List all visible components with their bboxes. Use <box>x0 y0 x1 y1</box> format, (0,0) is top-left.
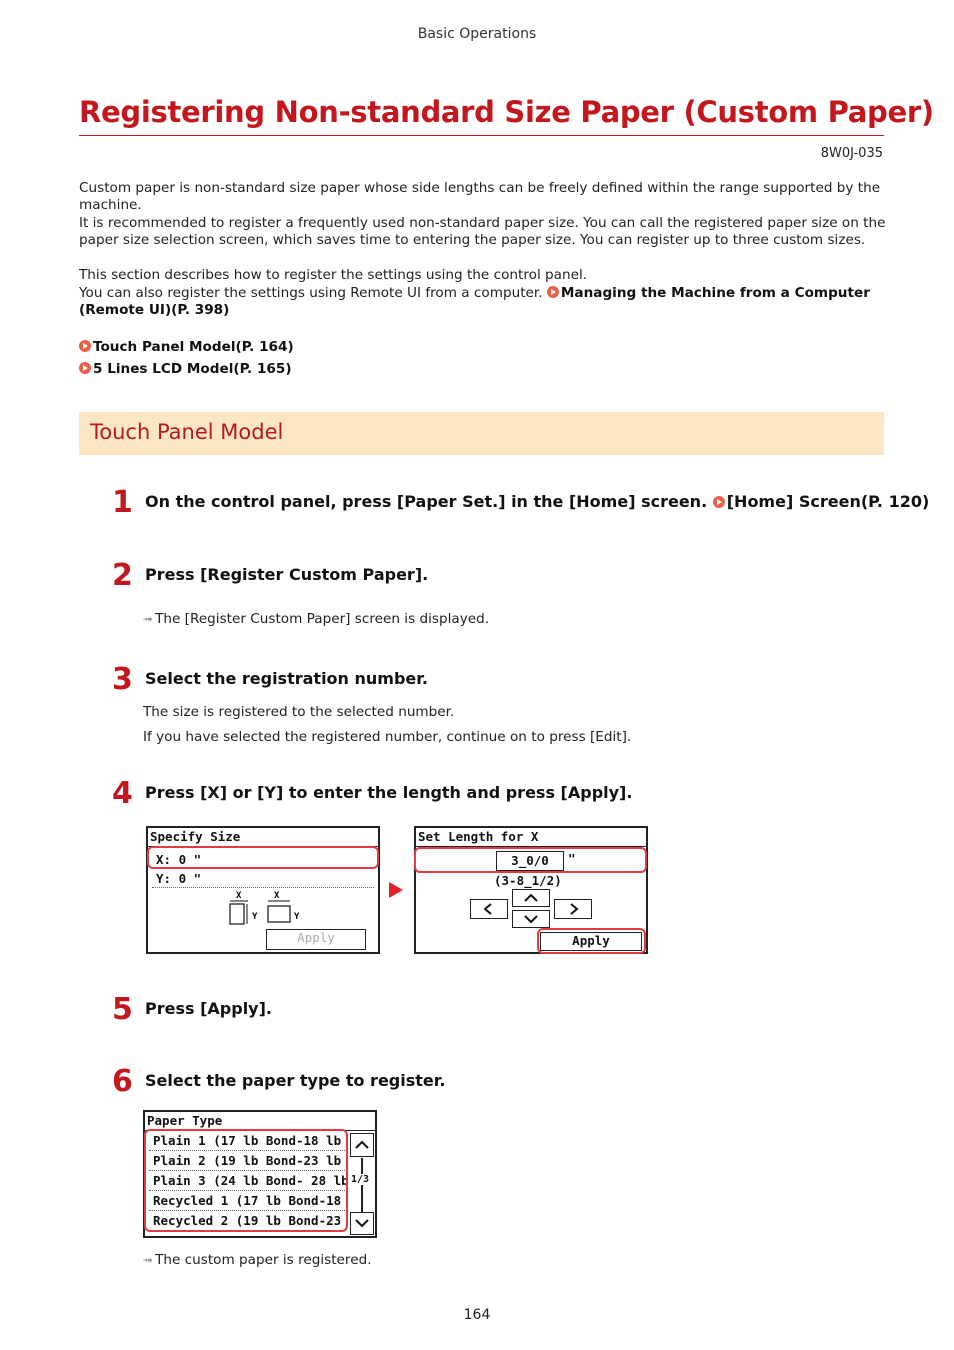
result-arrow-icon: ➟ <box>143 1253 154 1267</box>
link-5-lines-label: 5 Lines LCD Model(P. 165) <box>93 361 292 377</box>
paper-type-item[interactable]: Recycled 1 (17 lb Bond-18 <box>153 1193 342 1208</box>
document-code: 8W0J-035 <box>820 146 883 161</box>
step-1-text <box>145 492 929 511</box>
y-size-row[interactable]: Y: 0 " <box>156 871 202 886</box>
intro-paragraph-4-text: You can also register the settings using Remote UI from a computer. <box>79 285 543 301</box>
down-arrow-button[interactable] <box>512 910 550 928</box>
x-dim-label: X <box>236 891 242 901</box>
set-length-title: Set Length for X <box>418 829 539 844</box>
paper-orientation-icon <box>226 889 306 927</box>
step-6-result-text: The custom paper is registered. <box>155 1252 372 1268</box>
svg-text:Y: Y <box>294 912 300 922</box>
left-arrow-button[interactable] <box>470 899 508 919</box>
up-arrow-button[interactable] <box>512 889 550 907</box>
link-arrow-icon <box>79 340 91 352</box>
paper-type-item[interactable]: Recycled 2 (19 lb Bond-23 <box>153 1213 342 1228</box>
scrollbar-track[interactable] <box>361 1158 363 1212</box>
step-2-result <box>143 611 489 627</box>
next-arrow-icon <box>389 882 403 898</box>
step-number-5: 5 <box>112 992 133 1027</box>
apply-highlight <box>537 928 646 954</box>
running-header: Basic Operations <box>417 26 537 42</box>
remote-ui-link-label: Managing the Machine from a Computer (Remote UI)(P. 398) <box>79 285 870 318</box>
x-size-row[interactable]: X: 0 " <box>156 852 202 867</box>
step-2-result-text: The [Register Custom Paper] screen is displayed. <box>155 611 490 627</box>
step-number-1: 1 <box>112 485 133 520</box>
section-title: Touch Panel Model <box>90 420 284 444</box>
intro-paragraph-1: Custom paper is non-standard size paper whose side lengths can be freely defined within the range supported by the machine. <box>79 180 881 213</box>
paper-list-highlight <box>144 1129 348 1232</box>
link-touch-panel-model[interactable] <box>79 339 294 355</box>
section-header <box>79 412 884 455</box>
intro-paragraph-4 <box>79 285 887 319</box>
specify-size-title: Specify Size <box>150 829 241 844</box>
chevron-down-icon <box>513 911 549 927</box>
step-number-4: 4 <box>112 776 133 811</box>
title-rule <box>79 135 884 136</box>
result-arrow-icon: ➟ <box>143 612 154 626</box>
home-screen-link[interactable] <box>713 492 930 511</box>
page-indicator: 1/3 <box>351 1174 370 1185</box>
apply-button[interactable]: Apply <box>540 932 642 951</box>
intro-paragraph-3: This section describes how to register the settings using the control panel. <box>79 267 588 283</box>
paper-type-item[interactable]: Plain 3 (24 lb Bond- 28 lb <box>153 1173 349 1188</box>
step-2-text: Press [Register Custom Paper]. <box>145 565 429 584</box>
x-row-highlight <box>147 846 379 869</box>
chevron-right-icon <box>555 900 591 918</box>
step-5-text: Press [Apply]. <box>145 999 272 1018</box>
page-number: 164 <box>463 1307 491 1323</box>
link-arrow-icon <box>79 362 91 374</box>
step-number-6: 6 <box>112 1064 133 1099</box>
svg-text:X: X <box>274 891 280 901</box>
page-title: Registering Non-standard Size Paper (Custom Paper) <box>79 95 934 129</box>
link-arrow-icon <box>713 496 725 508</box>
paper-type-item[interactable]: Plain 1 (17 lb Bond-18 lb <box>153 1133 342 1148</box>
step-6-result <box>143 1252 372 1268</box>
length-value-field[interactable]: 3_0/0 <box>496 851 564 871</box>
row-divider <box>152 887 374 888</box>
step-6-text: Select the paper type to register. <box>145 1071 446 1090</box>
unit-label: " <box>568 851 576 866</box>
intro-paragraph-2: It is recommended to register a frequently used non-standard paper size. You can call the registered paper size on the paper size selection screen, which saves time to entering the paper size. You can register up to three custom sizes. <box>79 215 886 248</box>
step-3-body-1: The size is registered to the selected number. <box>143 704 455 720</box>
step-1-instruction: On the control panel, press [Paper Set.] in the [Home] screen. <box>145 492 708 511</box>
right-arrow-button[interactable] <box>554 899 592 919</box>
apply-button-disabled[interactable]: Apply <box>266 929 366 950</box>
home-screen-link-label: [Home] Screen(P. 120) <box>726 492 930 511</box>
step-number-2: 2 <box>112 558 133 593</box>
y-dim-label: Y <box>252 912 258 922</box>
scroll-up-button[interactable] <box>350 1133 374 1157</box>
chevron-up-icon <box>351 1134 373 1156</box>
range-label: (3-8_1/2) <box>494 873 562 888</box>
chevron-up-icon <box>513 890 549 906</box>
link-touch-panel-label: Touch Panel Model(P. 164) <box>93 339 294 355</box>
paper-type-item[interactable]: Plain 2 (19 lb Bond-23 lb <box>153 1153 342 1168</box>
chevron-down-icon <box>351 1213 373 1234</box>
value-row-highlight <box>414 847 647 873</box>
step-3-body-2: If you have selected the registered number, continue on to press [Edit]. <box>143 729 632 745</box>
scroll-down-button[interactable] <box>350 1212 374 1235</box>
step-number-3: 3 <box>112 662 133 697</box>
step-3-text: Select the registration number. <box>145 669 428 688</box>
paper-type-title: Paper Type <box>147 1113 223 1128</box>
step-4-text: Press [X] or [Y] to enter the length and press [Apply]. <box>145 783 633 802</box>
link-5-lines-lcd-model[interactable] <box>79 361 292 377</box>
chevron-left-icon <box>471 900 507 918</box>
link-arrow-icon <box>547 286 559 298</box>
